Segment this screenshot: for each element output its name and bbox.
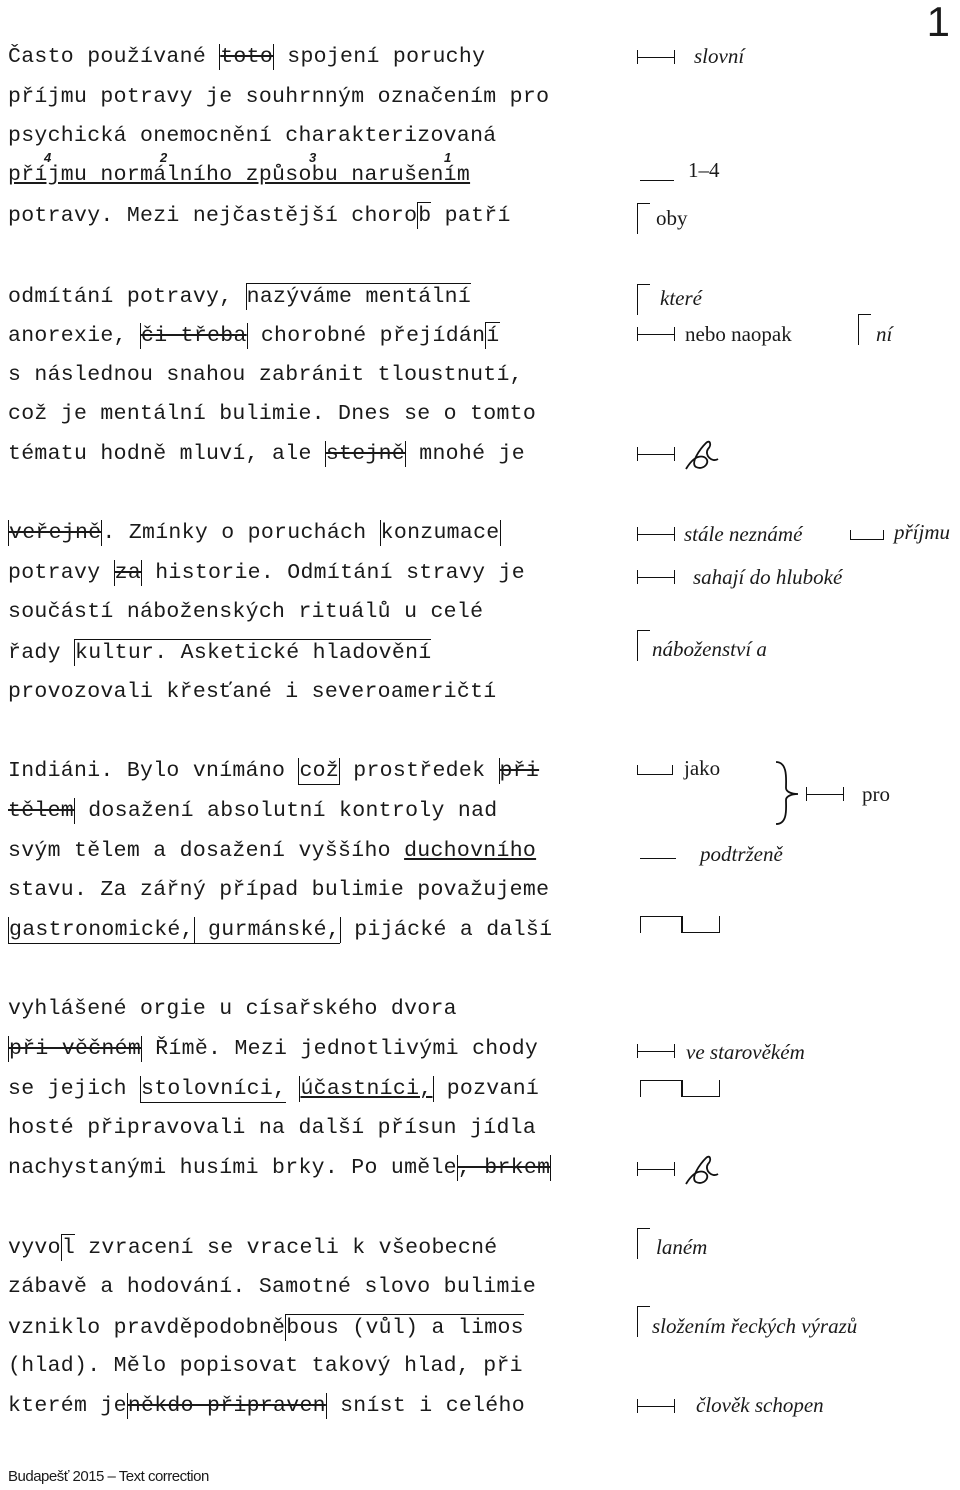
text-line-19: stavu. Za zářný případ bulimie považujeme <box>8 878 550 902</box>
correction-text: slovní <box>694 44 745 68</box>
correction-text: podtrženě <box>700 842 783 866</box>
footer-text: Budapešť 2015 – Text correction <box>8 1468 209 1485</box>
text-line-16: Indiáni. Bylo vnímáno což prostředek při <box>8 759 540 783</box>
delete-mark-icon <box>637 1399 675 1413</box>
text-line-28: vzniklo pravděpodobněbous (vůl) a limos <box>8 1316 524 1340</box>
text-line-21: vyhlášené orgie u císařského dvora <box>8 997 457 1021</box>
order-number: 4 <box>44 150 52 165</box>
delete-mark-icon <box>637 327 675 341</box>
insert-mark: b <box>418 204 432 228</box>
text-line-18: svým tělem a dosažení vyššího duchovního <box>8 839 537 863</box>
insert-mark: í <box>486 324 500 348</box>
deleted-word: za <box>114 561 142 585</box>
insert-mark-icon <box>637 284 650 315</box>
text-line-5: potravy. Mezi nejčastější chorob patří <box>8 204 511 228</box>
brace-icon <box>772 760 802 826</box>
text-line-1: Často používané toto spojení poruchy <box>8 45 486 69</box>
delete-mark-icon <box>637 570 675 584</box>
insert-mark-icon <box>637 1228 650 1259</box>
correction-text: oby <box>656 206 688 230</box>
transpose-mark-icon <box>682 916 720 933</box>
deleted-word: při <box>499 759 540 783</box>
insert-mark-icon <box>858 314 871 345</box>
marked-word: gurmánské, <box>194 918 341 942</box>
text-line-27: zábavě a hodování. Samotné slovo bulimie <box>8 1275 537 1299</box>
delete-mark-icon <box>637 527 675 541</box>
delete-mark-icon <box>637 1162 675 1176</box>
text-line-2: příjmu potravy je souhrnným označením pro <box>8 85 550 109</box>
correction-text: nebo naopak <box>685 322 792 346</box>
text-line-6: odmítání potravy, nazýváme mentální <box>8 285 472 309</box>
underlined-word: duchovního <box>404 839 537 863</box>
correction-text: laném <box>656 1235 708 1259</box>
text-line-4: příjmu normálního způsobu narušením <box>8 163 471 187</box>
text-line-22: při věčném Římě. Mezi jednotlivými chody <box>9 1037 539 1061</box>
text-line-12: potravy za historie. Odmítání stravy je <box>8 561 525 585</box>
text-line-20 <box>8 917 552 944</box>
text-line-29: (hlad). Mělo popisovat takový hlad, při <box>8 1354 523 1378</box>
correction-text: člověk schopen <box>696 1393 824 1417</box>
text-line-23: se jejich stolovníci, účastníci, pozvaní <box>8 1077 540 1101</box>
marked-word: gastronomické, <box>9 918 194 942</box>
correction-text: jako <box>684 756 721 780</box>
correction-text: příjmu <box>894 520 951 544</box>
deleted-word: někdo připraven <box>127 1394 326 1418</box>
underline-mark-icon <box>640 858 676 859</box>
correction-text: ve starověkém <box>686 1040 805 1064</box>
transpose-mark-icon <box>640 916 682 933</box>
insert-mark: nazýváme mentální <box>246 285 472 309</box>
marked-word: pijácké a další <box>341 918 553 942</box>
correction-text: pro <box>862 782 890 806</box>
transpose-mark-icon <box>640 1080 682 1097</box>
delete-mark-icon <box>806 787 844 801</box>
page-number: 1 <box>926 0 950 45</box>
deleted-word: či třeba <box>141 324 247 348</box>
correction-text: stále neznámé <box>684 522 803 546</box>
insert-mark: bous (vůl) a limos <box>286 1316 524 1340</box>
insert-mark-icon <box>850 530 884 540</box>
deleted-word: veřejně <box>9 521 102 545</box>
insert-mark-icon <box>637 1306 650 1337</box>
insert-mark-icon <box>637 765 673 775</box>
text-line-8: s následnou snahou zabránit tloustnutí, <box>8 363 523 387</box>
text-line-25: nachystanými husími brky. Po uměle, brkem <box>8 1156 551 1180</box>
deleted-word: tělem <box>8 799 75 823</box>
order-number: 2 <box>160 150 168 165</box>
correction-text: 1–4 <box>688 158 720 182</box>
marked-word: konzumace <box>380 521 500 545</box>
text-line-17: tělem dosažení absolutní kontroly nad <box>8 799 498 823</box>
marked-word: stolovníci, <box>141 1077 287 1101</box>
deleted-word: toto <box>220 45 274 69</box>
insert-mark-icon <box>637 203 650 234</box>
delete-mark-icon <box>637 447 675 461</box>
order-number: 1 <box>444 150 452 165</box>
text-line-14: řady kultur. Asketické hladovění <box>8 641 432 665</box>
text-line-13: součástí náboženských rituálů u celé <box>8 600 484 624</box>
marked-word: což <box>299 759 340 783</box>
marked-word: účastníci, <box>300 1077 433 1101</box>
text-line-9: což je mentální bulimie. Dnes se o tomto <box>8 402 537 426</box>
text-line-30: kterém jeněkdo připraven sníst i celého <box>8 1394 525 1418</box>
text-line-10: tématu hodně mluví, ale stejně mnohé je <box>8 442 525 466</box>
text-line-7: anorexie, či třeba chorobné přejídání <box>8 324 500 348</box>
correction-text: ní <box>876 322 893 346</box>
text-line-11: veřejně. Zmínky o poruchách konzumace <box>9 521 500 545</box>
underline-mark-icon <box>640 180 674 181</box>
text-line-24: hosté připravovali na další přísun jídla <box>8 1116 537 1140</box>
correction-text: složením řeckých výrazů <box>652 1314 858 1338</box>
text-line-26: vyvol zvracení se vraceli k všeobecné <box>8 1236 498 1260</box>
deleted-word: , brkem <box>457 1156 551 1180</box>
deleted-word: stejně <box>325 442 406 466</box>
delete-symbol-icon <box>682 437 722 473</box>
delete-symbol-icon <box>682 1152 722 1188</box>
insert-mark-icon <box>637 630 650 661</box>
insert-mark: l <box>61 1236 76 1260</box>
delete-mark-icon <box>637 1044 675 1058</box>
correction-text: náboženství a <box>652 637 767 661</box>
text-line-3: psychická onemocnění charakterizovaná <box>8 124 497 148</box>
text-line-15: provozovali křesťané i severoameričtí <box>8 680 497 704</box>
insert-mark: kultur. Asketické hladovění <box>75 641 432 665</box>
deleted-word: při věčném <box>9 1037 142 1061</box>
delete-mark-icon <box>637 50 675 64</box>
correction-text: sahají do hluboké <box>693 565 843 589</box>
transpose-mark-icon <box>682 1080 720 1097</box>
order-number: 3 <box>309 150 317 165</box>
correction-text: které <box>660 286 702 310</box>
